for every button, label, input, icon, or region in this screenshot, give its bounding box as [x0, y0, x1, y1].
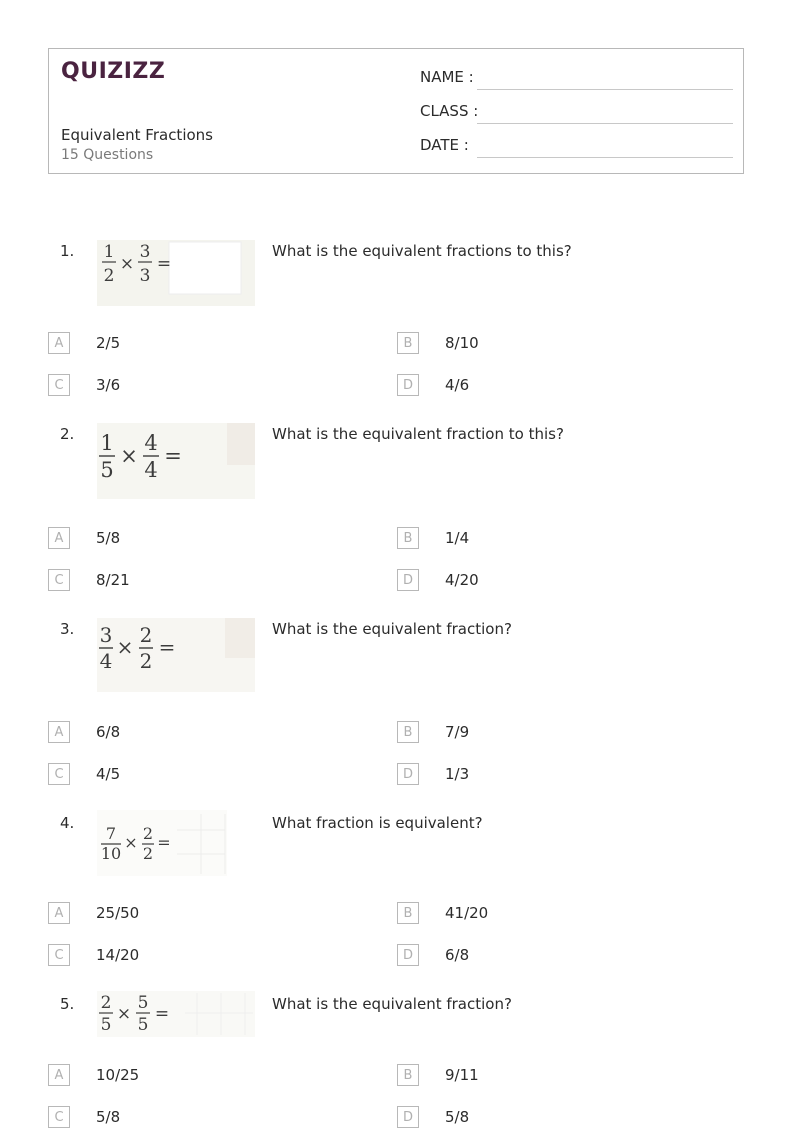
equals-symbol: = — [156, 254, 172, 274]
class-line[interactable] — [477, 123, 733, 124]
option-b-text: 7/9 — [445, 723, 470, 741]
option-c-box[interactable]: C — [48, 569, 70, 591]
question-number: 3. — [60, 620, 75, 638]
numerator-a: 2 — [100, 993, 112, 1013]
times-symbol: × — [119, 254, 135, 274]
option-a-box[interactable]: A — [48, 527, 70, 549]
equals-symbol: = — [164, 444, 182, 468]
option-a-box[interactable]: A — [48, 902, 70, 924]
question-text: What is the equivalent fraction? — [272, 620, 512, 638]
option-c-text: 4/5 — [96, 765, 121, 783]
option-b-text: 41/20 — [445, 904, 489, 922]
fraction-expression-image — [97, 810, 227, 876]
image-shading — [225, 618, 255, 658]
option-d-box[interactable]: D — [397, 1106, 419, 1128]
option-a-text: 25/50 — [96, 904, 140, 922]
question-text: What fraction is equivalent? — [272, 814, 483, 832]
option-c-box[interactable]: C — [48, 944, 70, 966]
option-a-text: 5/8 — [96, 529, 121, 547]
option-c-text: 8/21 — [96, 571, 130, 589]
option-d-text: 4/20 — [445, 571, 479, 589]
option-d-box[interactable]: D — [397, 374, 419, 396]
numerator-a: 3 — [99, 623, 113, 647]
question-number: 4. — [60, 814, 75, 832]
equals-symbol: = — [157, 833, 171, 852]
name-line[interactable] — [477, 89, 733, 90]
question-count: 15 Questions — [61, 147, 154, 163]
equals-symbol: = — [154, 1004, 170, 1024]
image-blank-box — [169, 242, 241, 294]
option-b-text: 8/10 — [445, 334, 479, 352]
fraction-expression-image — [97, 991, 255, 1037]
worksheet-title: Equivalent Fractions — [61, 126, 213, 144]
option-a-text: 6/8 — [96, 723, 121, 741]
option-a-box[interactable]: A — [48, 721, 70, 743]
times-symbol: × — [120, 444, 138, 468]
option-d-box[interactable]: D — [397, 569, 419, 591]
denominator-a: 4 — [99, 649, 113, 673]
numerator-b: 5 — [137, 993, 149, 1013]
option-a-text: 10/25 — [96, 1066, 140, 1084]
question-number: 1. — [60, 242, 75, 260]
option-d-text: 6/8 — [445, 946, 470, 964]
option-b-box[interactable]: B — [397, 1064, 419, 1086]
worksheet-header — [48, 48, 744, 174]
denominator-b: 2 — [142, 844, 154, 863]
option-d-box[interactable]: D — [397, 944, 419, 966]
option-c-text: 3/6 — [96, 376, 121, 394]
date-label: DATE : — [420, 136, 469, 154]
option-b-box[interactable]: B — [397, 332, 419, 354]
option-b-text: 1/4 — [445, 529, 470, 547]
fraction-expression-image — [97, 423, 255, 499]
question-number: 2. — [60, 425, 75, 443]
option-a-text: 2/5 — [96, 334, 121, 352]
denominator-a: 5 — [100, 1015, 112, 1035]
option-d-box[interactable]: D — [397, 763, 419, 785]
option-b-box[interactable]: B — [397, 527, 419, 549]
denominator-b: 4 — [144, 458, 158, 482]
date-line[interactable] — [477, 157, 733, 158]
denominator-b: 2 — [139, 649, 153, 673]
question-text: What is the equivalent fraction? — [272, 995, 512, 1013]
denominator-a: 10 — [100, 844, 122, 863]
option-b-box[interactable]: B — [397, 902, 419, 924]
times-symbol: × — [116, 1004, 132, 1024]
times-symbol: × — [124, 833, 138, 852]
class-label: CLASS : — [420, 102, 479, 120]
option-b-text: 9/11 — [445, 1066, 479, 1084]
quizizz-logo: QUIZIZZ — [61, 59, 166, 84]
question-text: What is the equivalent fractions to this? — [272, 242, 572, 260]
denominator-b: 3 — [139, 266, 151, 286]
option-d-text: 1/3 — [445, 765, 470, 783]
numerator-b: 2 — [142, 824, 154, 843]
fraction-expression-image — [97, 240, 255, 306]
option-c-box[interactable]: C — [48, 1106, 70, 1128]
image-shading — [227, 423, 255, 465]
times-symbol: × — [116, 635, 134, 659]
denominator-a: 5 — [100, 458, 114, 482]
numerator-b: 2 — [139, 623, 153, 647]
question-text: What is the equivalent fraction to this? — [272, 425, 564, 443]
numerator-a: 1 — [103, 242, 115, 262]
option-c-box[interactable]: C — [48, 763, 70, 785]
option-a-box[interactable]: A — [48, 1064, 70, 1086]
option-c-text: 5/8 — [96, 1108, 121, 1126]
fraction-expression-image — [97, 618, 255, 692]
equals-symbol: = — [158, 635, 176, 659]
option-d-text: 5/8 — [445, 1108, 470, 1126]
option-d-text: 4/6 — [445, 376, 470, 394]
numerator-a: 1 — [100, 431, 114, 455]
numerator-b: 3 — [139, 242, 151, 262]
question-number: 5. — [60, 995, 75, 1013]
denominator-a: 2 — [103, 266, 115, 286]
numerator-a: 7 — [105, 824, 117, 843]
option-b-box[interactable]: B — [397, 721, 419, 743]
option-a-box[interactable]: A — [48, 332, 70, 354]
name-label: NAME : — [420, 68, 474, 86]
numerator-b: 4 — [144, 431, 158, 455]
option-c-text: 14/20 — [96, 946, 140, 964]
denominator-b: 5 — [137, 1015, 149, 1035]
option-c-box[interactable]: C — [48, 374, 70, 396]
